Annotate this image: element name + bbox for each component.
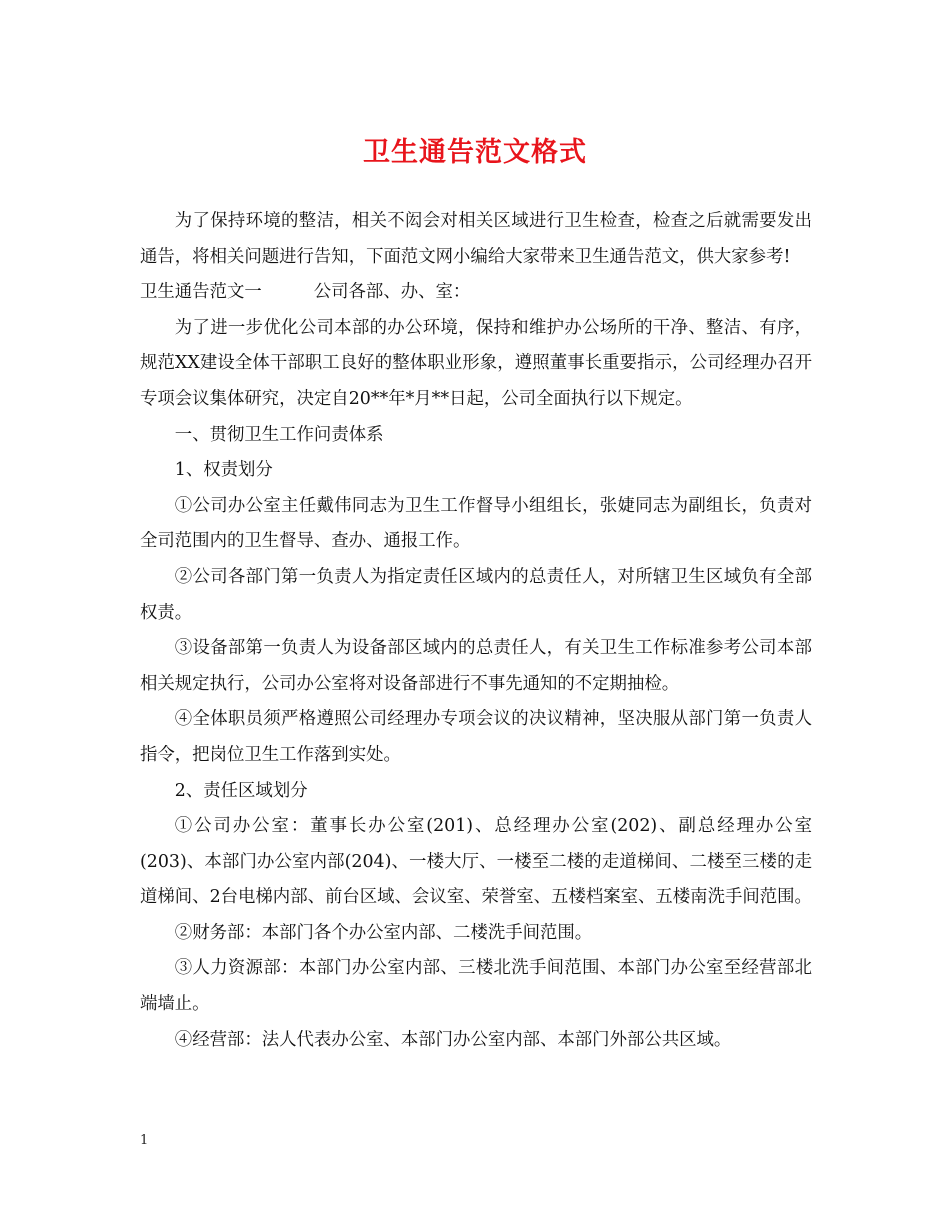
paragraph: 为了进一步优化公司本部的办公环境，保持和维护办公场所的干净、整洁、有序，规范XX建设全体干部职工良好的整体职业形象，遵照董事长重要指示，公司经理办召开专项会议集体研究，决定自20**年*月**日起，公司全面执行以下规定。 bbox=[140, 317, 812, 409]
subsection-heading: 1、权责划分 bbox=[174, 460, 273, 481]
list-item: ②财务部：本部门各个办公室内部、二楼洗手间范围。 bbox=[174, 922, 593, 943]
list-item: ④全体职员须严格遵照公司经理办专项会议的决议精神，坚决服从部门第一负责人指令，把岗位卫生工作落到实处。 bbox=[140, 709, 812, 765]
list-item: ②公司各部门第一负责人为指定责任区域内的总责任人，对所辖卫生区域负有全部权责。 bbox=[140, 566, 812, 623]
sample-heading: 卫生通告范文一 bbox=[140, 282, 262, 303]
subsection-heading: 2、责任区域划分 bbox=[174, 780, 308, 801]
addressee: 公司各部、办、室： bbox=[313, 282, 471, 303]
page-number: 1 bbox=[140, 1133, 149, 1148]
list-item: ④经营部：法人代表办公室、本部门办公室内部、本部门外部公共区域。 bbox=[174, 1029, 732, 1050]
document-body bbox=[140, 204, 812, 1058]
list-item: ①公司办公室主任戴伟同志为卫生工作督导小组组长，张婕同志为副组长，负责对全司范围内的卫生督导、查办、通报工作。 bbox=[140, 495, 812, 552]
section-heading: 一、贯彻卫生工作问责体系 bbox=[174, 424, 384, 445]
list-item: ①公司办公室：董事长办公室(201)、总经理办公室(202)、副总经理办公室(203)、本部门办公室内部(204)、一楼大厅、一楼至二楼的走道梯间、二楼至三楼的走道梯间、2台电梯内部、前台区域、会议室、荣誉室、五楼档案室、五楼南洗手间范围。 bbox=[140, 816, 812, 908]
list-item: ③人力资源部：本部门办公室内部、三楼北洗手间范围、本部门办公室至经营部北端墙止。 bbox=[140, 958, 812, 1015]
intro-paragraph: 为了保持环境的整洁，相关不闳会对相关区域进行卫生检查，检查之后就需要发出通告，将相关问题进行告知，下面范文网小编给大家带来卫生通告范文，供大家参考! bbox=[140, 211, 812, 267]
page-title: 卫生通告范文格式 bbox=[363, 137, 587, 168]
section-heading-line bbox=[140, 275, 812, 311]
list-item: ③设备部第一负责人为设备部区域内的总责任人，有关卫生工作标准参考公司本部相关规定执行，公司办公室将对设备部进行不事先通知的不定期抽检。 bbox=[140, 638, 812, 694]
